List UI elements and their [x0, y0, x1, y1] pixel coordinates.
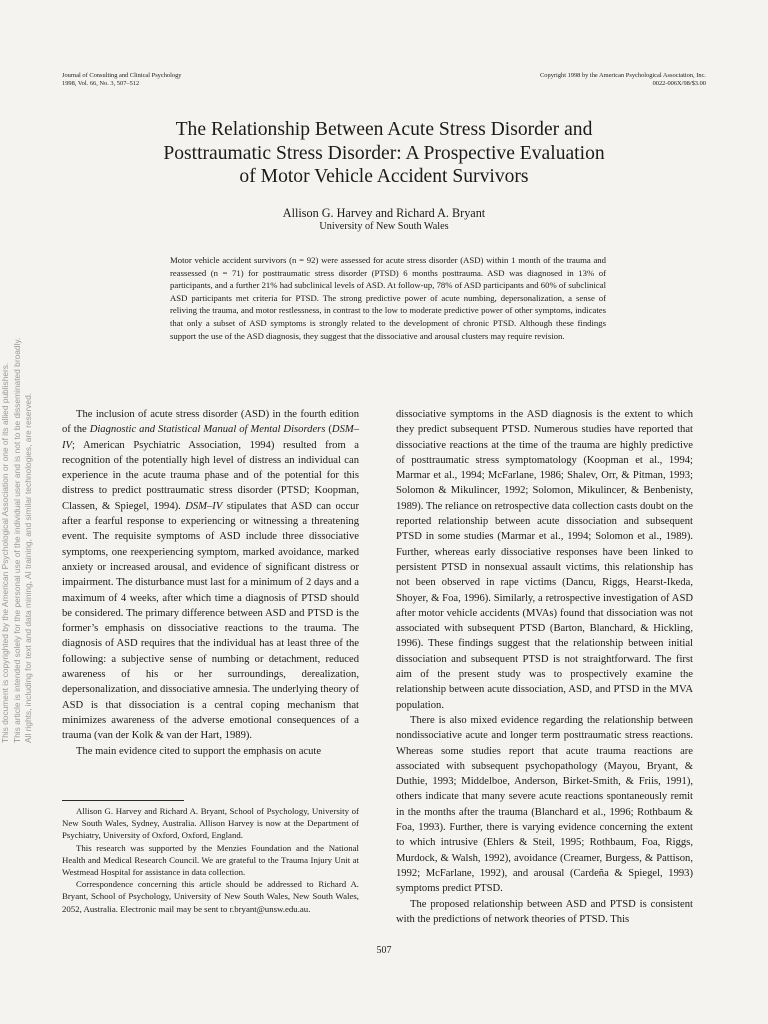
body-paragraph: There is also mixed evidence regarding the relationship between nondissociative acute and longer term posttraumatic stress reactions. Whereas some studies report that acute trauma reactions are associated with subsequent psychopathology (Mayou, Bryant, & Duthie, 1993; Middelboe, Anderson, Birket-Smith, & Friis, 1991), others indicate that many severe acute reactions spontaneously remit in the months after the trauma (Blanchard et al., 1996; Rothbaum & Foa, 1993). Further, there is varying evidence concerning the extent to which intrusive (Ehlers & Steil, 1995; Rothbaum, Foa, Riggs, Murdock, & Walsh, 1992), avoidance (Creamer, Burgess, & Pattison, 1992; McFarlane, 1992), and arousal (Cardeña & Spiegel, 1993) symptoms predict PTSD.: [396, 714, 693, 895]
footnote-affiliation: Allison G. Harvey and Richard A. Bryant, School of Psychology, University of New South Wales, Sydney, Australia. Allison Harvey is now at the Department of Psychiatry, University of Oxford, Oxford, England.: [62, 806, 359, 841]
title-line-3: of Motor Vehicle Accident Survivors: [239, 166, 529, 187]
journal-issue: 1998, Vol. 66, No. 3, 507–512: [62, 79, 140, 87]
article-code: 0022-006X/98/$3.00: [652, 79, 706, 87]
page-number: 507: [376, 945, 392, 956]
footnote-divider: [62, 800, 184, 801]
article-title: [100, 118, 668, 189]
author-footnotes: [62, 805, 359, 915]
footnote-funding: This research was supported by the Menzies Foundation and the National Health and Medical Research Council. We are grateful to the Trauma Injury Unit at Westmead Hospital for assistance in data collection.: [62, 842, 359, 878]
body-paragraph: The inclusion of acute stress disorder (ASD) in the fourth edition of the Diagnostic and Statistical Manual of Mental Disorders (DSM–IV; American Psychiatric Association, 1994) resulted from a recognition of the potentially high level of distress an individual can experience in the acute trauma phase and of the potential for this distress to predict posttraumatic stress disorder (PTSD; Koopman, Classen, & Spiegel, 1994). DSM–IV stipulates that ASD can occur after a fearful response to experiencing or witnessing a threatening event. The requisite symptoms of ASD include three dissociative symptoms, one reexperiencing symptom, marked avoidance, marked anxiety or increased arousal, and evidence of significant distress or impairment. The disturbance must last for a minimum of 2 days and a maximum of 4 weeks, after which time a diagnosis of PTSD should be considered. The primary difference between ASD and PTSD is the former’s emphasis on dissociative reactions to the trauma. The diagnosis of ASD requires that the individual has at least three of the following: a subjective sense of numbing or detachment, reduced awareness of his or her surroundings, derealization, depersonalization, and dissociative amnesia. The underlying theory of ASD is that dissociation is a central coping mechanism that minimizes awareness of the adverse emotional consequences of a trauma (van der Kolk & van der Hart, 1989).: [62, 409, 359, 742]
title-line-1: The Relationship Between Acute Stress Disorder and: [175, 119, 593, 140]
affiliation: University of New South Wales: [319, 221, 449, 232]
title-line-2: Posttraumatic Stress Disorder: A Prospective Evaluation: [163, 142, 605, 164]
body-column-left: [62, 407, 359, 759]
body-paragraph: The proposed relationship between ASD and PTSD is consistent with the predictions of network theories of PTSD. This: [396, 898, 693, 925]
side-notice-line-2: This article is intended solely for the personal use of the individual user and is not to be disseminated broadly.: [11, 337, 22, 743]
footnote-correspondence: Correspondence concerning this article should be addressed to Richard A. Bryant, School of Psychology, University of New South Wales, New South Wales, 2052, Australia. Electronic mail may be sent to r.bryant@unsw.edu.au.: [62, 879, 359, 914]
authors: Allison G. Harvey and Richard A. Bryant: [282, 206, 486, 220]
journal-name: Journal of Consulting and Clinical Psychology: [62, 72, 182, 79]
body-paragraph: The main evidence cited to support the emphasis on acute: [76, 745, 322, 757]
journal-header-left: [62, 72, 181, 87]
copyright-line: Copyright 1998 by the American Psychological Association, Inc.: [540, 72, 706, 79]
body-paragraph: dissociative symptoms in the ASD diagnosis is the extent to which they predict subsequent PTSD. Numerous studies have reported that dissociative reactions at the time of the trauma are highly predictive of posttraumatic stress symptomatology (Koopman et al., 1994; Marmar et al., 1994; McFarlane, 1986; Shalev, Orr, & Pitman, 1993; Solomon & Mikulincer, 1992; Solomon, Mikulincer, & Benbenisty, 1989). The reliance on retrospective data collection casts doubt on the reported relationship between acute dissociation and subsequent PTSD in some studies (Marmar et al., 1994; Solomon et al., 1989). Further, whereas early dissociative responses have been linked to persistent PTSD in nonsexual assault victims, this relationship has not been observed in rape victims (Dancu, Riggs, Hearst-Ikeda, Shoyer, & Foa, 1996). Similarly, a retrospective investigation of ASD after motor vehicle accidents (MVAs) found that dissociation was not associated with subsequent PTSD (Barton, Blanchard, & Hickling, 1996). These findings suggest that the relationship between initial dissociation and subsequent PTSD is not straightforward. The first aim of the present study was to prospectively examine the relationship between acute dissociation, ASD, and PTSD in the MVA population.: [396, 409, 693, 711]
copyright-side-notice: [0, 283, 60, 743]
side-notice-line-3: All rights, including for text and data mining, AI training, and similar technologies, are reserved.: [23, 392, 33, 743]
body-column-right: [396, 407, 693, 927]
abstract: Motor vehicle accident survivors (n = 92) were assessed for acute stress disorder (ASD) within 1 month of the trauma and reassessed (n = 71) for posttraumatic stress disorder (PTSD) 6 months posttrauma. ASD was diagnosed in 13% of participants, and a further 21% had subclinical levels of ASD. At follow-up, 78% of ASD participants and 60% of subclinical ASD participants met criteria for PTSD. The strong predictive power of acute numbing, depersonalization, a sense of reliving the trauma, and motor restlessness, in contrast to the low to moderate predictive power of other symptoms, indicates that only a subset of ASD symptoms is strongly related to the development of chronic PTSD. Although these findings support the use of the ASD diagnosis, they suggest that the dissociative and arousal clusters may require revision.: [170, 255, 606, 341]
side-notice-line-1: This document is copyrighted by the American Psychological Association or one of its allied publishers.: [0, 362, 10, 743]
journal-header-right: [540, 72, 706, 87]
